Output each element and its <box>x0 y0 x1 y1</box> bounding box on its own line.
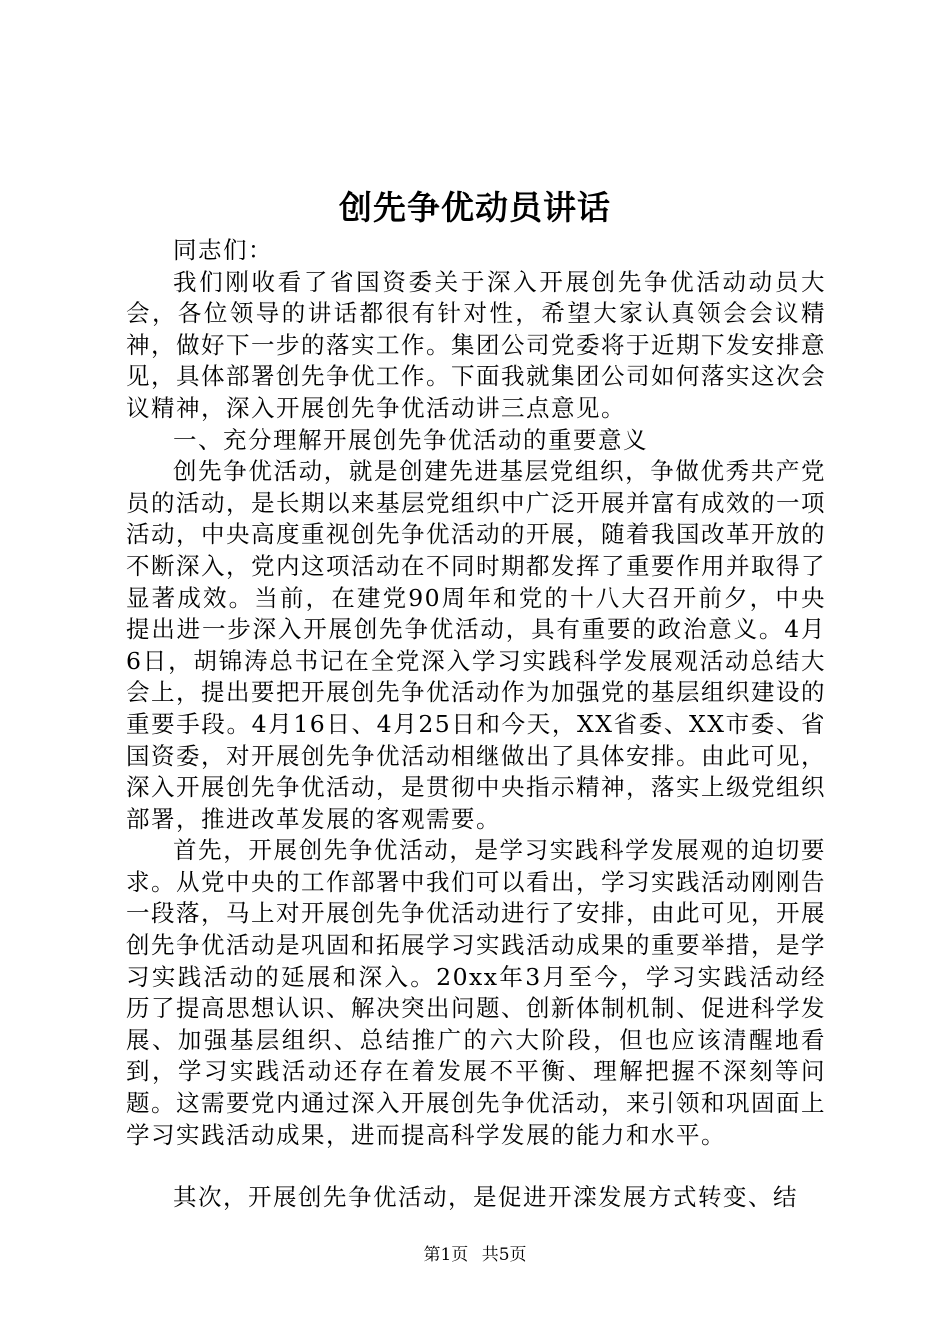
paragraph-first-point: 首先，开展创先争优活动，是学习实践科学发展观的迫切要求。从党中央的工作部署中我们可以看出，学习实践活动刚刚告一段落，马上对开展创先争优活动进行了安排，由此可见，开展创先争优活动是巩固和拓展学习实践活动成果的重要举措，是学习实践活动的延展和深入。20xx年3月至今，学习实践活动经历了提高思想认识、解决突出问题、创新体制机制、促进科学发展、加强基层组织、总结推广的六大阶段，但也应该清醒地看到，学习实践活动还存在着发展不平衡、理解把握不深刻等问题。这需要党内通过深入开展创先争优活动，来引领和巩固面上学习实践活动成果，进而提高科学发展的能力和水平。 <box>126 836 826 1149</box>
paragraph-intro: 我们刚收看了省国资委关于深入开展创先争优活动动员大会，各位领导的讲话都很有针对性，希望大家认真领会会议精神，做好下一步的落实工作。集团公司党委将于近期下发安排意见，具体部署创先争优工作。下面我就集团公司如何落实这次会议精神，深入开展创先争优活动讲三点意见。 <box>126 267 826 422</box>
page-number: 第1页 <box>423 1245 469 1265</box>
document-title: 创先争优动员讲话 <box>339 188 611 227</box>
salutation: 同志们： <box>173 236 273 264</box>
page-total: 共5页 <box>481 1245 527 1265</box>
document-body <box>126 235 826 1214</box>
paragraph-significance: 创先争优活动，就是创建先进基层党组织，争做优秀共产党员的活动，是长期以来基层党组织中广泛开展并富有成效的一项活动，中央高度重视创先争优活动的开展，随着我国改革开放的不断深入，党内这项活动在不同时期都发挥了重要作用并取得了显著成效。当前，在建党90周年和党的十八大召开前夕，中央提出进一步深入开展创先争优活动，具有重要的政治意义。4月6日，胡锦涛总书记在全党深入学习实践科学发展观活动总结大会上，提出要把开展创先争优活动作为加强党的基层组织建设的重要手段。4月16日、4月25日和今天，XX省委、XX市委、省国资委，对开展创先争优活动相继做出了具体安排。由此可见，深入开展创先争优活动，是贯彻中央指示精神，落实上级党组织部署，推进改革发展的客观需要。 <box>126 457 826 833</box>
section-heading-1: 一、充分理解开展创先争优活动的重要意义 <box>173 425 648 454</box>
paragraph-second-point: 其次，开展创先争优活动，是促进开滦发展方式转变、结 <box>173 1183 798 1212</box>
page-footer <box>0 1244 950 1266</box>
